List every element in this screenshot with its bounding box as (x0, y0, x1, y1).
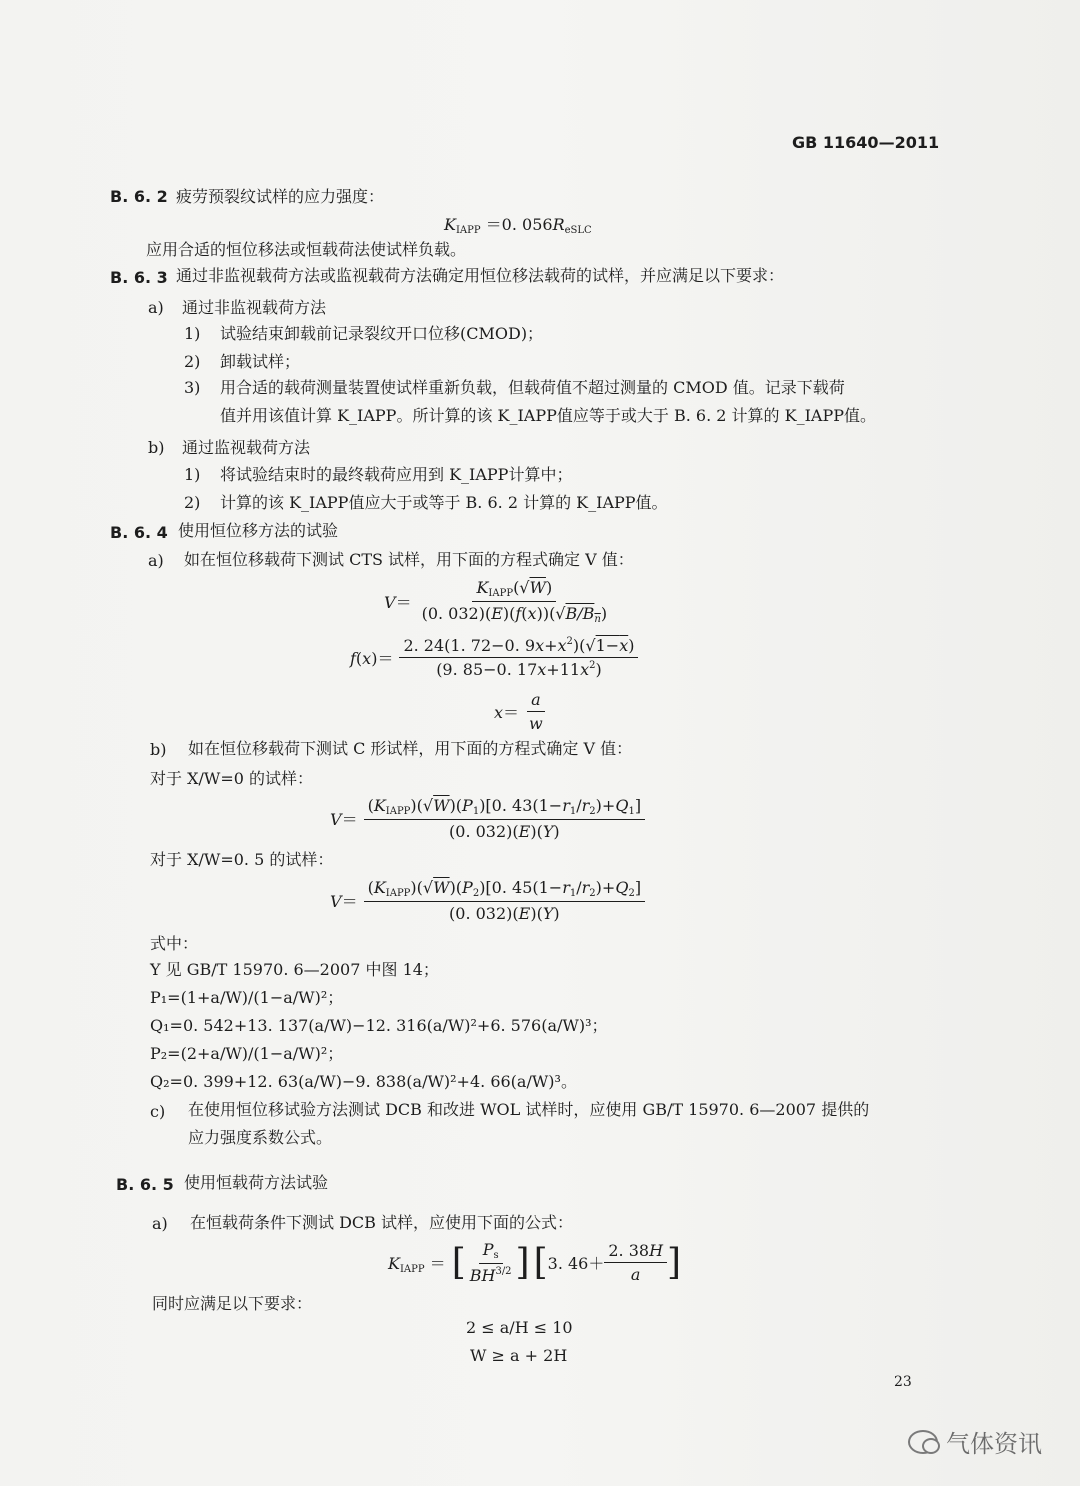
wechat-icon (908, 1430, 938, 1454)
b64-a-label: a) (148, 551, 164, 570)
b64-case-1: 对于 X/W=0 的试样： (150, 769, 313, 788)
b63-b-item-2: 计算的该 K_IAPP值应大于或等于 B. 6. 2 计算的 K_IAPP值。 (220, 493, 668, 512)
b63-b-item-1: 将试验结束时的最终载荷应用到 K_IAPP计算中； (220, 465, 573, 484)
formula-kiapp-b62: $K_{IAPP} =0$. $056R_{eSLC}$ (444, 215, 592, 236)
section-number-b65: B. 6. 5 (116, 1175, 174, 1194)
b65-a-text: 在恒载荷条件下测试 DCB 试样，应使用下面的公式： (190, 1213, 574, 1232)
section-title-b65: 使用恒载荷方法试验 (184, 1173, 329, 1192)
b63-a-text: 通过非监视载荷方法 (182, 298, 327, 317)
b63-b-item-2-num: 2) (184, 493, 201, 512)
b63-a-item-2-num: 2) (184, 352, 201, 371)
b64-def-y: Y 见 GB/T 15970. 6—2007 中图 14； (150, 960, 439, 979)
b64-c-text-2: 应力强度系数公式。 (188, 1128, 333, 1147)
page-number: 23 (894, 1374, 912, 1390)
watermark (908, 1424, 1042, 1459)
b64-c-label: c) (150, 1102, 166, 1121)
formula-v-c-ring-xw05: V＝ $\frac{(K_{IAPP})(√W)(P_2)[0. 45(1-r_1/r_2)+Q_2]}{(0. 032)(E)(Y)}$ (330, 878, 645, 923)
b64-b-label: b) (150, 740, 167, 759)
b63-b-label: b) (148, 438, 165, 457)
b65-condition-2: W ≥ a + 2H (470, 1346, 568, 1365)
b65-a-label: a) (152, 1214, 168, 1233)
formula-x: x＝ $\frac{a}{w}$ (494, 690, 543, 733)
b64-def-p1: P₁=(1+a/W)/(1−a/W)²； (150, 988, 344, 1007)
b64-def-q1: Q₁=0. 542+13. 137(a/W)−12. 316(a/W)²+6. 576(a/W)³； (150, 1016, 608, 1035)
section-number-b62: B. 6. 2 (110, 187, 168, 206)
b64-b-text: 如在恒位移载荷下测试 C 形试样，用下面的方程式确定 V 值： (188, 739, 633, 758)
section-number-b63: B. 6. 3 (110, 268, 168, 287)
b62-note: 应用合适的恒位移法或恒载荷法使试样负载。 (146, 240, 467, 259)
b63-a-item-1: 试验结束卸载前记录裂纹开口位移(CMOD)； (220, 324, 544, 343)
b64-a-text: 如在恒位移载荷下测试 CTS 试样，用下面的方程式确定 V 值： (184, 550, 634, 569)
formula-v-cts: V＝ $\frac{K_{IAPP}(√W)}{(0. 032)(E)(f(x))(√B/B_n)}$ (384, 578, 608, 625)
b63-a-item-3-cont: 值并用该值计算 K_IAPP。所计算的该 K_IAPP值应等于或大于 B. 6. 2 计算的 K_IAPP值。 (220, 406, 876, 425)
formula-v-c-ring-xw0: V＝ $\frac{(K_{IAPP})(√W)(P_1)[0. 43(1-r_1/r_2)+Q_1]}{(0. 032)(E)(Y)}$ (330, 796, 645, 841)
section-title-b63: 通过非监视载荷方法或监视载荷方法确定用恒位移法载荷的试样，并应满足以下要求： (176, 266, 785, 285)
b63-a-item-1-num: 1) (184, 324, 201, 343)
formula-kiapp-dcb: $K_{IAPP}$ ＝ [ $\frac{P_s}{BH^{3/2}}$ ] [ 3. 46＋ $\frac{2. 38H}{a}$ ] (388, 1240, 682, 1285)
b65-also: 同时应满足以下要求： (152, 1294, 313, 1313)
b64-case-2: 对于 X/W=0. 5 的试样： (150, 850, 334, 869)
b63-a-item-3-num: 3) (184, 378, 201, 397)
b63-a-item-3: 用合适的载荷测量装置使试样重新负载，但载荷值不超过测量的 CMOD 值。记录下载荷 (220, 378, 845, 397)
b64-c-text-1: 在使用恒位移试验方法测试 DCB 和改进 WOL 试样时，应使用 GB/T 15970. 6—2007 提供的 (188, 1100, 870, 1119)
b63-b-item-1-num: 1) (184, 465, 201, 484)
b63-b-text: 通过监视载荷方法 (182, 438, 311, 457)
formula-fx: f(x)＝ $\frac{2. 24(1. 72-0. 9x+x^2)(√1-x)}{(9. 85-0. 17x+11x^2)}$ (350, 636, 638, 679)
b63-a-label: a) (148, 298, 164, 317)
standard-number: GB 11640—2011 (792, 133, 940, 152)
b64-def-p2: P₂=(2+a/W)/(1−a/W)²； (150, 1044, 344, 1063)
b64-where: 式中： (150, 934, 199, 953)
section-number-b64: B. 6. 4 (110, 523, 168, 542)
b65-condition-1: 2 ≤ a/H ≤ 10 (466, 1318, 573, 1337)
section-title-b62: 疲劳预裂纹试样的应力强度： (176, 187, 385, 206)
section-title-b64: 使用恒位移方法的试验 (178, 521, 339, 540)
watermark-text: 气体资讯 (946, 1430, 1042, 1458)
b63-a-item-2: 卸载试样； (220, 352, 301, 371)
b64-def-q2: Q₂=0. 399+12. 63(a/W)−9. 838(a/W)²+4. 66(a/W)³。 (150, 1072, 577, 1091)
